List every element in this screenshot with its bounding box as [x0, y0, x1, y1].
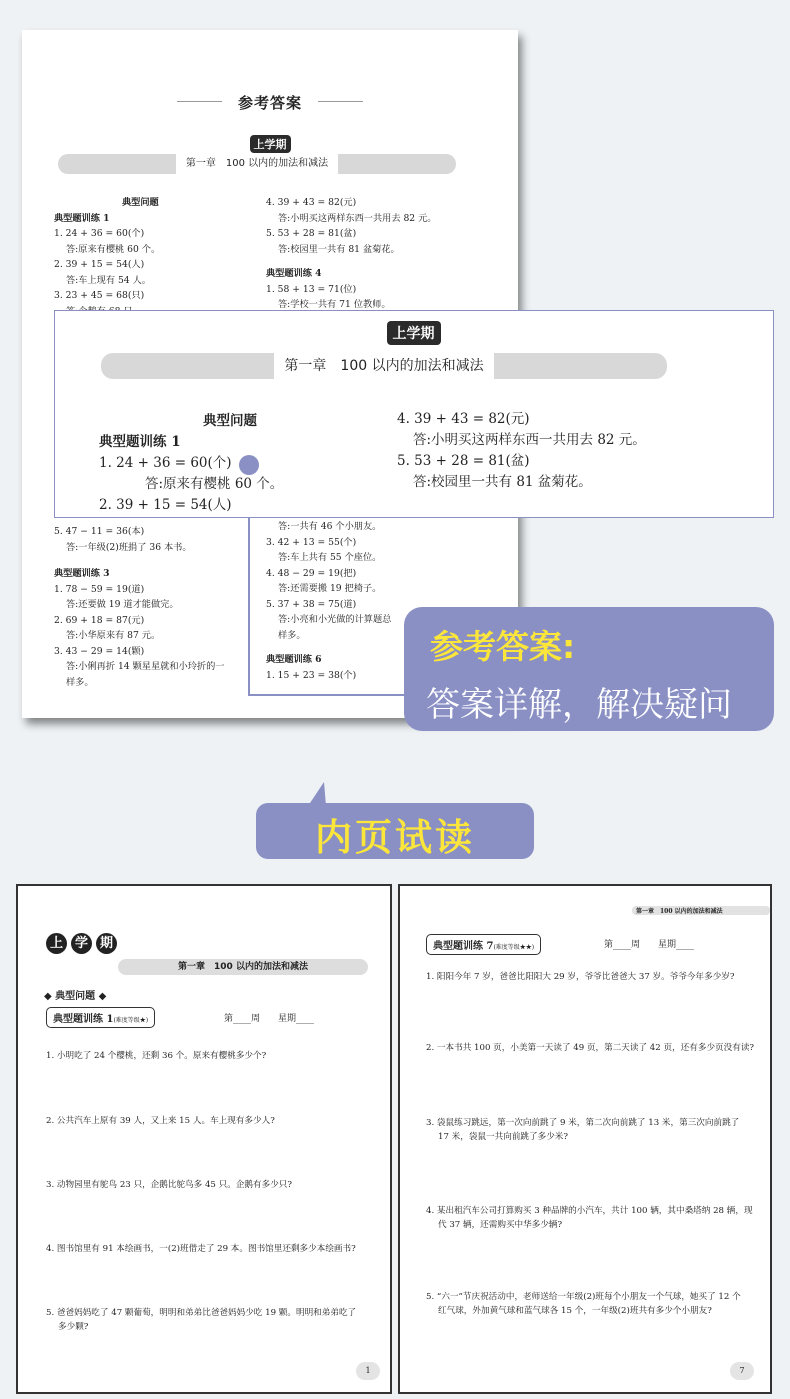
zoom-line: 答:原来有樱桃 60 个。	[145, 476, 284, 492]
answer-line: 3. 43 − 29 = 14(颗)	[54, 645, 145, 657]
answer-line: 答:还要做 19 道才能做完。	[66, 599, 179, 610]
question: 1. 阳阳今年 7 岁，爸爸比阳阳大 29 岁，爷爷比爸爸大 37 岁。爷爷今年多少岁?	[426, 972, 735, 982]
page1-chapter-bar	[118, 959, 368, 975]
sub-heading: 典型题训练 4	[266, 268, 322, 279]
answer-line: 样多。	[278, 629, 306, 641]
question: 5. 爸爸妈妈吃了 47 颗葡萄，明明和弟弟比爸爸妈妈少吃 19 颗。明明和弟弟吃了	[46, 1308, 357, 1318]
page7-label	[426, 934, 541, 955]
answer-line: 样多。	[66, 676, 94, 688]
page1-chapter: 第一章 100 以内的加法和减法	[178, 962, 308, 972]
answer-line: 4. 39 + 43 = 82(元)	[266, 197, 357, 208]
question: 2. 公共汽车上原有 39 人，又上来 15 人。车上现有多少人?	[46, 1116, 275, 1126]
answer-line: 1. 78 − 59 = 19(道)	[54, 583, 145, 595]
answer-line: 答:小俐再折 14 颗星星就和小玲折的一	[66, 661, 225, 672]
preview-banner	[256, 803, 534, 859]
question: 5. “六一”节庆祝活动中，老师送给一年级(2)班每个小朋友一个气球，她买了 12 个	[426, 1292, 741, 1302]
zoom-line: 答:小明买这两样东西一共用去 82 元。	[413, 432, 646, 448]
question-cont: 17 米，袋鼠一共向前跳了多少米?	[438, 1132, 568, 1142]
question: 4. 图书馆里有 91 本绘画书，一(2)班借走了 29 本。图书馆里还剩多少本绘画书?	[46, 1244, 356, 1254]
page7-label-text: 典型题训练 7	[433, 941, 494, 952]
sub-heading: 典型题训练 1	[54, 212, 110, 224]
zoom-right	[397, 409, 727, 493]
page-number: 7	[730, 1362, 754, 1380]
answer-line: 答:原来有樱桃 60 个。	[66, 243, 161, 255]
answer-line: 答:一共有 46 个小朋友。	[278, 521, 382, 532]
callout-dot	[239, 455, 259, 475]
answer-line: 3. 23 + 45 = 68(只)	[54, 290, 145, 301]
bubble-title: 参考答案:	[430, 627, 576, 666]
answer-line: 答:小明买这两样东西一共用去 82 元。	[278, 212, 437, 224]
page1-section: ◆ 典型问题 ◆	[44, 991, 107, 1002]
answer-line: 5. 47 − 11 = 36(本)	[54, 526, 145, 537]
term-char: 学	[71, 933, 92, 954]
question: 3. 动物园里有鸵鸟 23 只，企鹅比鸵鸟多 45 只。企鹅有多少只?	[46, 1180, 292, 1190]
page7-header: 第一章 100 以内的加法和减法	[636, 908, 723, 915]
answer-left-bottom	[54, 524, 274, 690]
answer-line: 答:学校一共有 71 位教师。	[278, 299, 391, 310]
answer-line: 1. 24 + 36 = 60(个)	[54, 228, 145, 239]
zoom-heading: 典型问题	[203, 413, 257, 429]
question-cont: 多少颗?	[58, 1322, 89, 1332]
zoom-line: 答:校园里一共有 81 盆菊花。	[413, 474, 592, 490]
question: 3. 袋鼠练习跳远，第一次向前跳了 9 米，第二次向前跳了 13 米，第三次向前跳了	[426, 1118, 740, 1128]
page7-label-level: (难度等级★★)	[493, 944, 535, 951]
answer-left-top	[54, 195, 274, 319]
answer-line: 1. 58 + 13 = 71(位)	[266, 283, 357, 295]
page1-week: 第____周 星期____	[224, 1014, 315, 1024]
answer-line: 2. 69 + 18 = 87(元)	[54, 614, 145, 626]
answer-line: 5. 37 + 38 = 75(道)	[266, 598, 357, 610]
zoom-chapter-bar	[101, 353, 667, 379]
page1-label-level: (难度等级★)	[113, 1017, 149, 1024]
answer-line: 答:一年级(2)班捐了 36 本书。	[66, 541, 192, 553]
sample-page-1	[16, 884, 392, 1394]
answer-title: 参考答案	[237, 94, 302, 112]
question: 4. 某出租汽车公司打算购买 3 种品牌的小汽车，共计 100 辆，其中桑塔纳 28 辆，现	[426, 1206, 753, 1216]
chapter-title: 第一章 100 以内的加法和减法	[176, 154, 338, 174]
question-cont: 代 37 辆，还需购买中华多少辆?	[438, 1220, 563, 1230]
term-char: 上	[46, 933, 67, 954]
question-cont: 红气球，外加黄气球和蓝气球各 15 个，一年级(2)班共有多少个小朋友?	[438, 1306, 712, 1316]
answer-line: 3. 42 + 13 = 55(个)	[266, 536, 357, 548]
chapter-bar	[58, 154, 456, 174]
zoom-box	[54, 310, 774, 518]
bubble-subtitle: 答案详解，解决疑问	[426, 685, 732, 725]
zoom-line: 4. 39 + 43 = 82(元)	[397, 411, 530, 427]
answer-line: 答:小亮和小光做的计算题总	[278, 614, 392, 625]
sample-page-7	[398, 884, 772, 1394]
zoom-line: 5. 53 + 28 = 81(盆)	[397, 453, 530, 469]
answer-line: 答:车上现有 54 人。	[66, 274, 151, 286]
term-char: 期	[96, 933, 117, 954]
page1-label	[46, 1007, 155, 1028]
zoom-chapter-title: 第一章 100 以内的加法和减法	[274, 353, 493, 379]
page-number: 1	[356, 1362, 380, 1380]
answer-line: 答:车上共有 55 个座位。	[278, 552, 382, 563]
zoom-term-tag: 上学期	[387, 321, 441, 345]
banner-text: 内页试读	[315, 816, 475, 859]
answer-line: 答:小华原来有 87 元。	[66, 630, 161, 641]
term-tag: 上学期	[250, 135, 291, 153]
sub-heading: 典型题训练 6	[266, 654, 322, 665]
question: 2. 一本书共 100 页，小美第一天读了 49 页，第二天读了 42 页，还有多少页没有读?	[426, 1043, 755, 1053]
answer-right-top	[266, 195, 506, 313]
zoom-subheading: 典型题训练 1	[99, 434, 181, 450]
page1-label-text: 典型题训练 1	[53, 1014, 114, 1025]
answer-line: 5. 53 + 28 = 81(盆)	[266, 228, 357, 239]
answer-callout-bubble	[404, 607, 774, 731]
term-badges	[46, 932, 121, 954]
zoom-line: 1. 24 + 36 = 60(个)	[99, 455, 232, 471]
answer-line: 2. 39 + 15 = 54(人)	[54, 259, 145, 270]
zoom-line: 2. 39 + 15 = 54(人)	[99, 497, 232, 513]
answer-line: 答:校园里一共有 81 盆菊花。	[278, 243, 400, 255]
answer-line: 4. 48 − 29 = 19(把)	[266, 567, 357, 579]
answer-line: 1. 15 + 23 = 38(个)	[266, 669, 357, 681]
question: 1. 小明吃了 24 个樱桃，还剩 36 个。原来有樱桃多少个?	[46, 1051, 267, 1061]
answer-line: 答:还需要搬 19 把椅子。	[278, 583, 382, 594]
sub-heading: 典型题训练 3	[54, 568, 110, 579]
section-heading: 典型问题	[122, 197, 159, 208]
page7-week: 第____周 星期____	[604, 940, 695, 950]
